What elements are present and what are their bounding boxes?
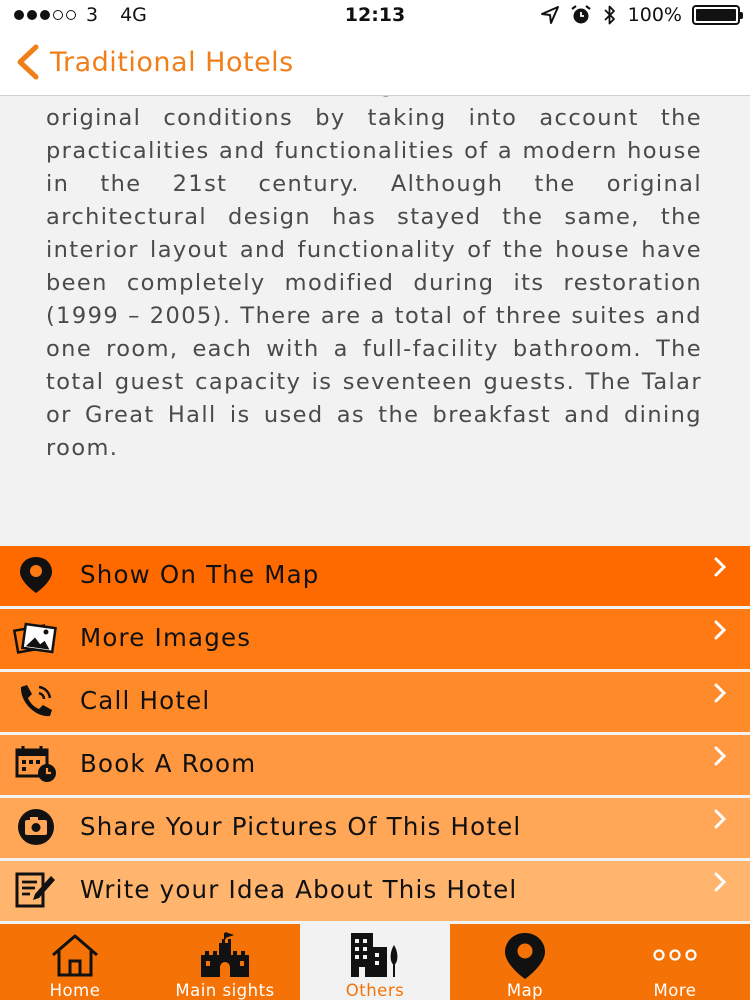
tab-home[interactable] (0, 924, 150, 1000)
tab-more[interactable] (600, 924, 750, 1000)
status-bar (0, 0, 750, 30)
book-room-button[interactable] (0, 735, 750, 795)
chevron-right-icon (712, 871, 728, 893)
chevron-right-icon (712, 808, 728, 830)
battery-percent: 100% (627, 4, 682, 26)
description-content (46, 69, 702, 465)
carrier-name: 3 (86, 4, 99, 26)
action-label: Call Hotel (80, 686, 211, 715)
network-type: 4G (120, 4, 147, 26)
action-label: Write your Idea About This Hotel (80, 875, 518, 904)
phone-icon (13, 681, 59, 721)
signal-strength-icon (14, 10, 76, 20)
action-label: More Images (80, 623, 252, 652)
status-time: 12:13 (344, 4, 406, 26)
map-pin-icon (497, 931, 553, 981)
tab-label: More (653, 981, 697, 1000)
location-arrow-icon (540, 5, 560, 25)
tab-label: Others (345, 981, 405, 1000)
bluetooth-icon (602, 4, 618, 26)
tab-others[interactable] (300, 924, 450, 1000)
write-idea-button[interactable] (0, 861, 750, 921)
action-label: Share Your Pictures Of This Hotel (80, 812, 522, 841)
tab-label: Main sights (175, 981, 275, 1000)
signal-dot (27, 10, 37, 20)
signal-dot (66, 10, 76, 20)
chevron-right-icon (712, 682, 728, 704)
chevron-right-icon (712, 619, 728, 641)
action-label: Book A Room (80, 749, 257, 778)
tab-label: Map (506, 981, 544, 1000)
tab-map[interactable] (450, 924, 600, 1000)
back-button[interactable] (14, 44, 294, 80)
call-hotel-button[interactable] (0, 672, 750, 732)
status-left (14, 4, 147, 26)
signal-dot (40, 10, 50, 20)
status-right (540, 4, 740, 26)
action-list (0, 546, 750, 924)
images-icon (13, 618, 59, 658)
castle-icon (197, 931, 253, 981)
share-pictures-button[interactable] (0, 798, 750, 858)
tab-bar (0, 924, 750, 1000)
camera-icon (13, 807, 59, 847)
show-on-map-button[interactable] (0, 546, 750, 606)
map-pin-icon (13, 555, 59, 595)
home-icon (47, 931, 103, 981)
tab-label: Home (49, 981, 101, 1000)
description-text: original conditions by taking into account the practicalities and functionalities of a modern house in the 21st century. Although the original architectural design has stayed the same, the interior layout and functionality of the house have been completely modified during its restoration (1999 – 2005). There are a total of three suites and one room, each with a full-facility bathroom. The total guest capacity is seventeen guests. The Talar or Great Hall is used as the breakfast and dining room. (46, 105, 702, 461)
navigation-bar (0, 30, 750, 96)
buildings-icon (347, 931, 403, 981)
signal-dot (53, 10, 63, 20)
edit-note-icon (13, 870, 59, 910)
battery-icon (692, 5, 740, 25)
signal-dot (14, 10, 24, 20)
tab-main-sights[interactable] (150, 924, 300, 1000)
more-dots-icon (647, 931, 703, 981)
battery-level (696, 9, 736, 21)
page-title: Traditional Hotels (50, 46, 294, 78)
chevron-right-icon (712, 556, 728, 578)
chevron-right-icon (712, 745, 728, 767)
chevron-left-icon (14, 44, 42, 80)
calendar-icon (13, 744, 59, 784)
action-label: Show On The Map (80, 560, 320, 589)
hotel-description[interactable] (0, 96, 750, 546)
alarm-clock-icon (570, 4, 592, 26)
more-images-button[interactable] (0, 609, 750, 669)
